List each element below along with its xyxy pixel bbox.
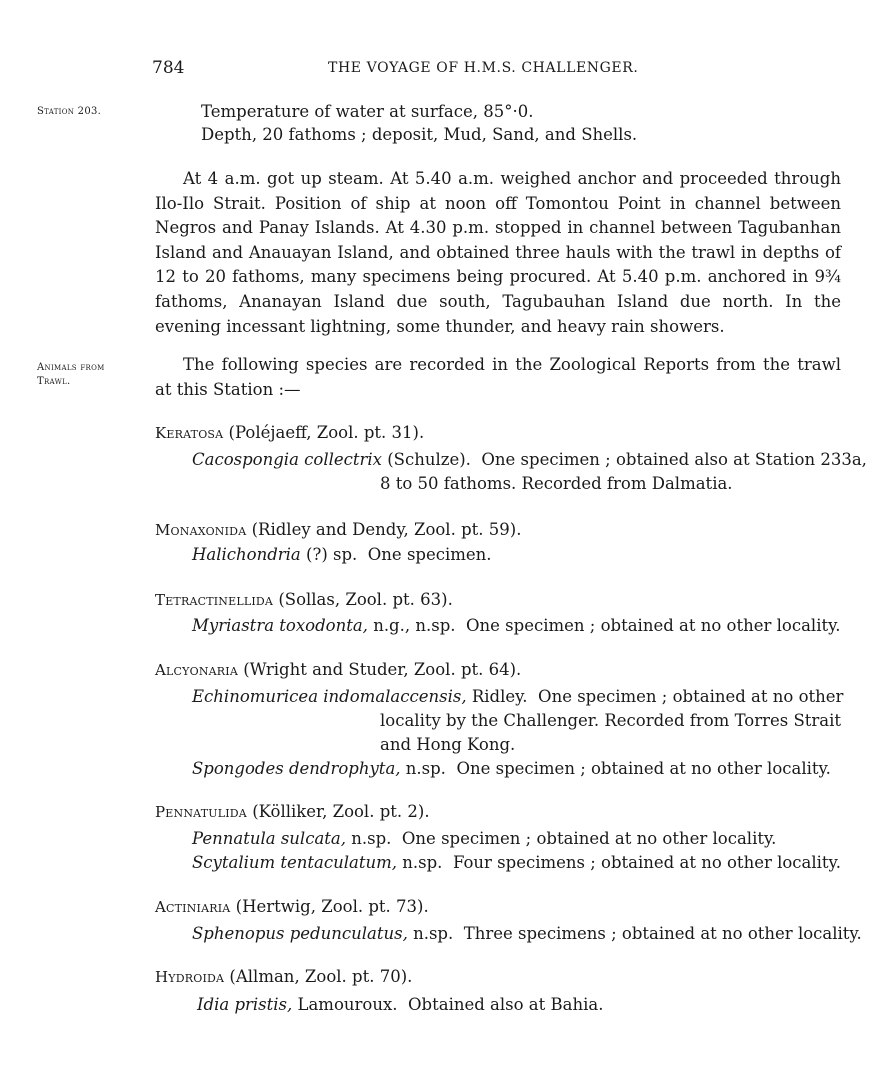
species-authority: (?) sp.	[306, 545, 358, 564]
group-ref: (Poléjaeff, Zool. pt. 31).	[228, 423, 425, 442]
group-heading-pennatulida	[155, 802, 430, 821]
species-name: Sphenopus pedunculatus,	[192, 924, 408, 943]
species-entry	[192, 545, 492, 564]
margin-animals-line2: Trawl.	[37, 376, 71, 387]
species-entry	[192, 687, 843, 706]
species-note: One specimen ; obtained also at Station 233a,	[481, 450, 867, 469]
species-name: Myriastra toxodonta,	[192, 616, 368, 635]
group-name: Pennatulida	[155, 803, 247, 821]
species-authority: n.sp.	[351, 829, 392, 848]
narrative-text: At 4 a.m. got up steam. At 5.40 a.m. weighed anchor and proceeded through Ilo-Ilo Strait. Position of ship at noon off Tomontou Point in channel between Negros and Panay Islands. At 4.30 p.m. stopped in channel between Tagubanhan Island and Anauayan Island, and obtained three hauls with the trawl in depths of 12 to 20 fathoms, many specimens being procured. At 5.40 p.m. anchored in 9¾ fathoms, Ananayan Island due south, Tagubauhan Island due north. In the evening incessant lightning, some thunder, and heavy rain showers.	[155, 169, 841, 336]
species-note: One specimen ; obtained at no other locality.	[401, 829, 777, 848]
species-authority: n.sp.	[405, 759, 446, 778]
species-name: Scytalium tentaculatum,	[192, 853, 398, 872]
species-intro-paragraph	[155, 353, 841, 402]
running-title: THE VOYAGE OF H.M.S. CHALLENGER.	[328, 60, 639, 76]
narrative-paragraph	[155, 167, 841, 339]
group-ref: (Ridley and Dendy, Zool. pt. 59).	[251, 520, 522, 539]
species-authority: Ridley.	[471, 687, 528, 706]
species-authority: Lamouroux.	[297, 995, 398, 1014]
margin-animals-label	[37, 361, 105, 389]
species-note: Obtained also at Bahia.	[408, 995, 604, 1014]
group-heading-keratosa	[155, 423, 424, 442]
group-name: Tetractinellida	[155, 591, 274, 609]
species-intro-text: The following species are recorded in the Zoological Reports from the trawl at this Station :—	[155, 355, 841, 399]
species-note: Three specimens ; obtained at no other locality.	[463, 924, 862, 943]
species-entry	[192, 924, 862, 943]
group-name: Alcyonaria	[155, 661, 238, 679]
species-note: One specimen ; obtained at no other locality.	[466, 616, 841, 635]
species-name: Halichondria	[192, 545, 301, 564]
group-heading-monaxonida	[155, 520, 521, 539]
species-note-continuation: locality by the Challenger. Recorded from Torres Strait	[380, 711, 842, 730]
group-ref: (Hertwig, Zool. pt. 73).	[235, 897, 429, 916]
group-ref: (Allman, Zool. pt. 70).	[229, 967, 413, 986]
margin-station-label: Station 203.	[37, 106, 102, 117]
group-heading-actiniaria	[155, 897, 429, 916]
species-name: Cacospongia collectrix	[192, 450, 382, 469]
page-number: 784	[152, 58, 185, 78]
species-name: Idia pristis,	[197, 995, 293, 1014]
temperature-line: Temperature of water at surface, 85°·0.	[201, 102, 534, 121]
depth-line: Depth, 20 fathoms ; deposit, Mud, Sand, and Shells.	[201, 125, 638, 144]
species-note: One specimen.	[367, 545, 492, 564]
species-entry	[192, 616, 840, 635]
species-entry	[192, 829, 776, 848]
species-name: Pennatula sulcata,	[192, 829, 346, 848]
group-ref: (Wright and Studer, Zool. pt. 64).	[243, 660, 522, 679]
species-entry	[192, 759, 831, 778]
species-name: Echinomuricea indomalaccensis,	[192, 687, 467, 706]
group-heading-alcyonaria	[155, 660, 521, 679]
species-authority: n.sp.	[413, 924, 454, 943]
species-name: Spongodes dendrophyta,	[192, 759, 401, 778]
species-note-continuation: 8 to 50 fathoms. Recorded from Dalmatia.	[380, 474, 733, 493]
group-ref: (Sollas, Zool. pt. 63).	[278, 590, 453, 609]
group-ref: (Kölliker, Zool. pt. 2).	[252, 802, 430, 821]
species-entry	[192, 853, 841, 872]
species-authority: (Schulze).	[387, 450, 471, 469]
species-note: Four specimens ; obtained at no other locality.	[452, 853, 841, 872]
margin-animals-line1: Animals from	[37, 362, 105, 373]
group-heading-hydroida	[155, 967, 412, 986]
species-entry	[197, 995, 603, 1014]
species-note: One specimen ; obtained at no other locality.	[456, 759, 831, 778]
species-authority: n.g., n.sp.	[373, 616, 456, 635]
group-name: Monaxonida	[155, 521, 247, 539]
species-note: One specimen ; obtained at no other	[538, 687, 844, 706]
group-name: Hydroida	[155, 968, 225, 986]
species-note-continuation: and Hong Kong.	[380, 735, 516, 754]
group-name: Keratosa	[155, 424, 224, 442]
group-heading-tetractinellida	[155, 590, 453, 609]
species-entry	[192, 450, 867, 469]
species-authority: n.sp.	[402, 853, 443, 872]
group-name: Actiniaria	[155, 898, 231, 916]
